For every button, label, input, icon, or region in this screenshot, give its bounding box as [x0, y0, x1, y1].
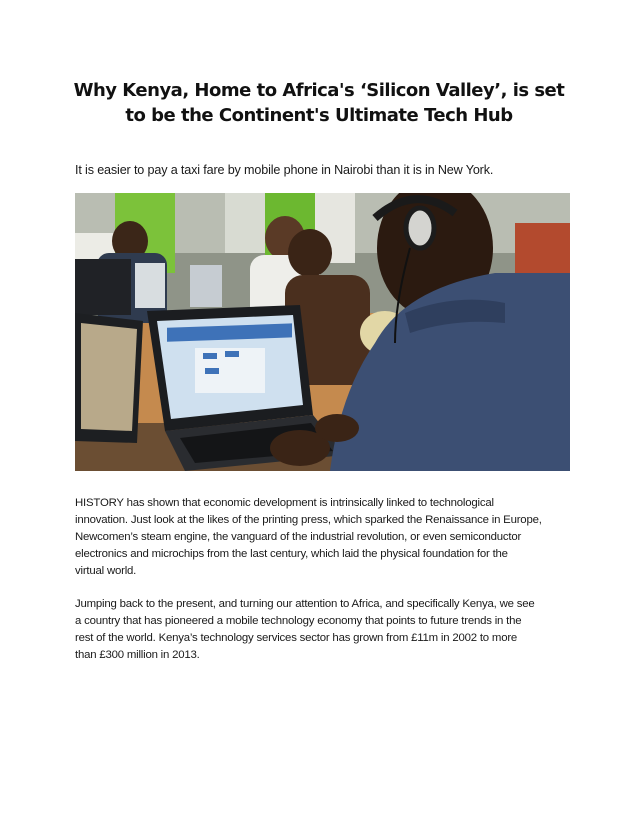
paragraph-line: Jumping back to the present, and turning our attention to Africa, and specifically Kenya, we see — [75, 598, 535, 610]
paragraph-line: rest of the world. Kenya’s technology services sector has grown from £11m in 2002 to more — [75, 632, 518, 644]
article-title-line: to be the Continent's Ultimate Tech Hub — [125, 105, 513, 126]
paragraph-line: virtual world. — [75, 565, 137, 577]
photo-people-laptops-illustration — [75, 193, 570, 471]
article-title-line: Why Kenya, Home to Africa's ‘Silicon Valley’, is set — [73, 80, 565, 101]
paragraph-line: innovation. Just look at the likes of the printing press, which sparked the Renaissance in Europe, — [75, 514, 542, 526]
article-title — [60, 78, 578, 128]
article-photo — [75, 193, 570, 471]
paragraph-line: than £300 million in 2013. — [75, 649, 200, 661]
paragraph-line: Newcomen’s steam engine, the vanguard of the industrial revolution, or even semiconductor — [75, 531, 522, 543]
article-paragraph — [75, 495, 565, 580]
article-paragraph — [75, 596, 565, 664]
paragraph-line: electronics and microchips from the last century, which laid the physical foundation for the — [75, 548, 508, 560]
paragraph-line: HISTORY has shown that economic development is intrinsically linked to technological — [75, 497, 494, 509]
paragraph-line: a country that has pioneered a mobile technology economy that points to future trends in the — [75, 615, 522, 627]
article-lead: It is easier to pay a taxi fare by mobile phone in Nairobi than it is in New York. — [75, 163, 494, 177]
